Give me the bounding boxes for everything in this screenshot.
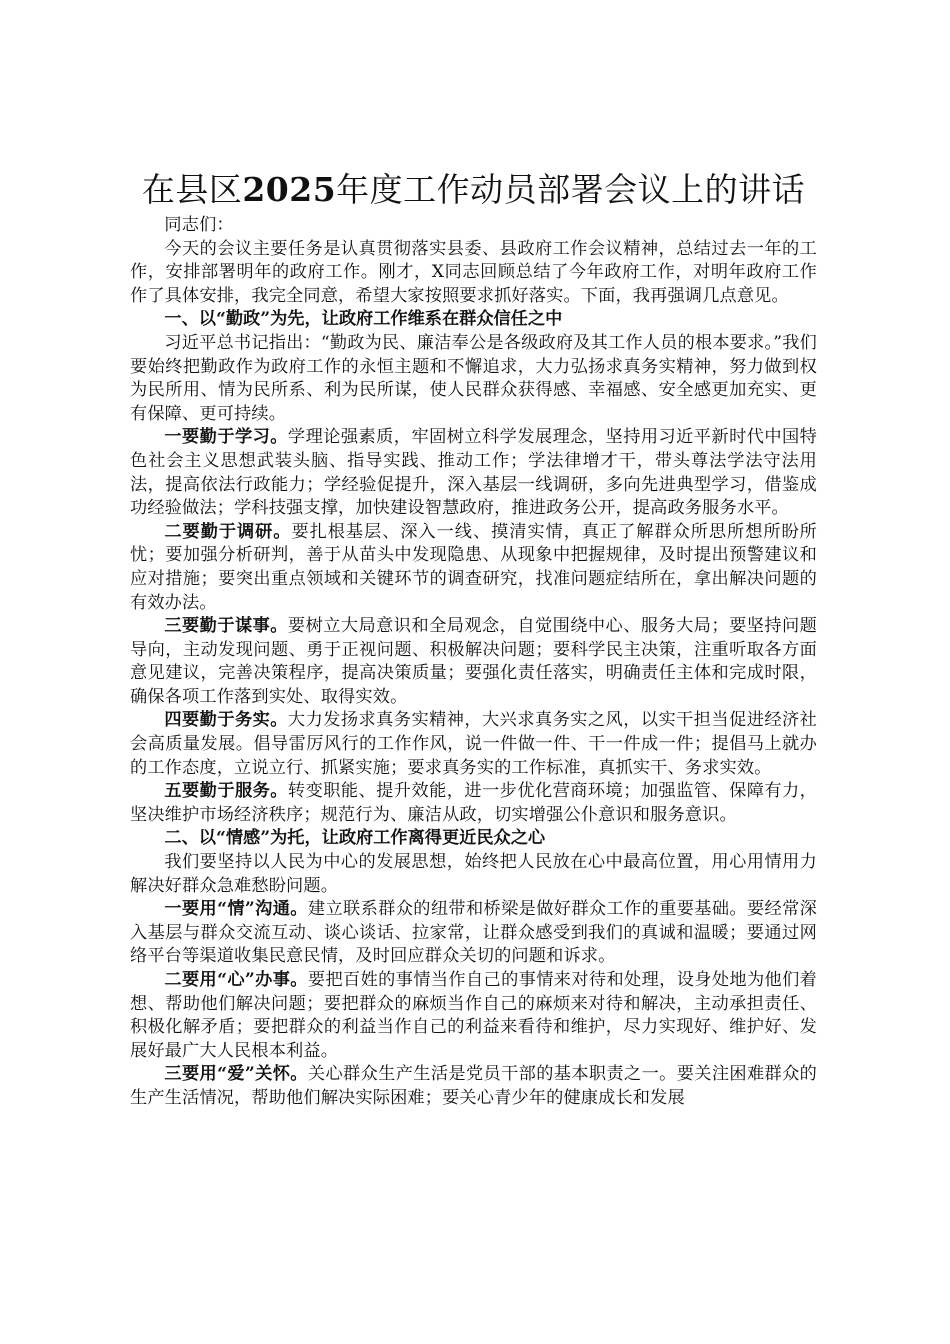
item-text: 学理论强素质，牢固树立科学发展理念，坚持用习近平新时代中国特色社会主义思想武装头脑、指导实践、推动工作；学法律增才干，带头尊法学法守法用法，提高依法行政能力；学经验促提升，深入基层一线调研，多向先进典型学习，借鉴成功经验做法；学科技强支撑，加快建设智慧政府，推进政务公开，提高政务服务水平。 — [130, 427, 817, 519]
item-text: 转变职能、提升效能，进一步优化营商环境；加强监管、保障有力，坚决维护市场经济秩序；规范行为、廉洁从政，切实增强公仆意识和服务意识。 — [130, 781, 817, 825]
section2-intro: 我们要坚持以人民为中心的发展思想，始终把人民放在心中最高位置，用心用情用力解决好群众急难愁盼问题。 — [130, 852, 817, 896]
section1-item-2 — [130, 521, 817, 615]
item-text: 要扎根基层、深入一线、摸清实情，真正了解群众所思所想所盼所忧；要加强分析研判，善于从苗头中发现隐患、从现象中把握规律，及时提出预警建议和应对措施；要突出重点领域和关键环节的调查研究，找准问题症结所在，拿出解决问题的有效办法。 — [130, 521, 817, 613]
item-text: 关心群众生产生活是党员干部的基本职责之一。要关注困难群众的生产生活情况，帮助他们解决实际困难；要关心青少年的健康成长和发展 — [130, 1064, 818, 1108]
item-lead: 一要用“情”沟通。 — [164, 899, 308, 920]
item-lead: 二要用“心”办事。 — [164, 970, 308, 990]
title-pre: 在县区 — [141, 170, 243, 209]
item-text: 要树立大局意识和全局观念，自觉围绕中心、服务大局；要坚持问题导向，主动发现问题、勇于正视问题、积极解决问题；要科学民主决策，注重听取各方面意见建议，完善决策程序，提高决策质量；要强化责任落实，明确责任主体和完成时限，确保各项工作落到实处、取得实效。 — [130, 616, 817, 707]
section1-item-3 — [130, 615, 817, 709]
section1-item-1 — [130, 426, 817, 520]
item-text: 大力发扬求真务实精神，大兴求真务实之风，以实干担当促进经济社会高质量发展。倡导雷厉风行的工作作风，说一件做一件、干一件成一件；提倡马上就办的工作态度，立说立行、抓紧实施；要求真务实的工作标准，真抓实干、务求实效。 — [130, 710, 817, 778]
section1-heading: 一、以“勤政”为先，让政府工作维系在群众信任之中 — [164, 309, 563, 330]
intro-paragraph: 今天的会议主要任务是认真贯彻落实县委、县政府工作会议精神，总结过去一年的工作，安排部署明年的政府工作。刚才，X同志回顾总结了今年政府工作，对明年政府工作作了具体安排，我完全同意，希望大家按照要求抓好落实。下面，我再强调几点意见。 — [130, 238, 817, 306]
item-lead: 二要勤于调研。 — [164, 521, 292, 542]
section2-heading: 二、以“情感”为托，让政府工作离得更近民众之心 — [164, 828, 546, 849]
section1-item-4 — [130, 709, 817, 780]
item-lead: 四要勤于务实。 — [164, 710, 288, 731]
title-post: 年度工作动员部署会议上的讲话 — [336, 170, 806, 209]
section2-item-1 — [130, 898, 817, 969]
salutation: 同志们： — [164, 215, 234, 235]
section2-item-2 — [130, 969, 817, 1063]
title-year: 2025 — [242, 170, 337, 209]
item-lead: 五要勤于服务。 — [164, 781, 288, 802]
item-lead: 三要用“爱”关怀。 — [164, 1064, 308, 1085]
section1-intro: 习近平总书记指出：“勤政为民、廉洁奉公是各级政府及其工作人员的根本要求。”我们要始终把勤政作为政府工作的永恒主题和不懈追求，大力弘扬求真务实精神，努力做到权为民所用、情为民所系、利为民所谋，使人民群众获得感、幸福感、安全感更加充实、更有保障、更可持续。 — [130, 332, 817, 424]
document-title — [130, 170, 817, 210]
item-text: 要把百姓的事情当作自己的事情来对待和处理，设身处地为他们着想、帮助他们解决问题；要把群众的麻烦当作自己的麻烦来对待和解决，主动承担责任、积极化解矛盾；要把群众的利益当作自己的利益来看待和维护，尽力实现好、维护好、发展好最广大人民根本利益。 — [130, 970, 818, 1061]
item-lead: 三要勤于谋事。 — [164, 616, 288, 637]
section2-item-3 — [130, 1063, 817, 1110]
item-lead: 一要勤于学习。 — [164, 427, 288, 448]
section1-item-5 — [130, 780, 817, 827]
item-text: 建立联系群众的纽带和桥梁是做好群众工作的重要基础。要经常深入基层与群众交流互动、谈心谈话、拉家常，让群众感受到我们的真诚和温暖；要通过网络平台等渠道收集民意民情，及时回应群众关切的问题和诉求。 — [130, 899, 818, 967]
